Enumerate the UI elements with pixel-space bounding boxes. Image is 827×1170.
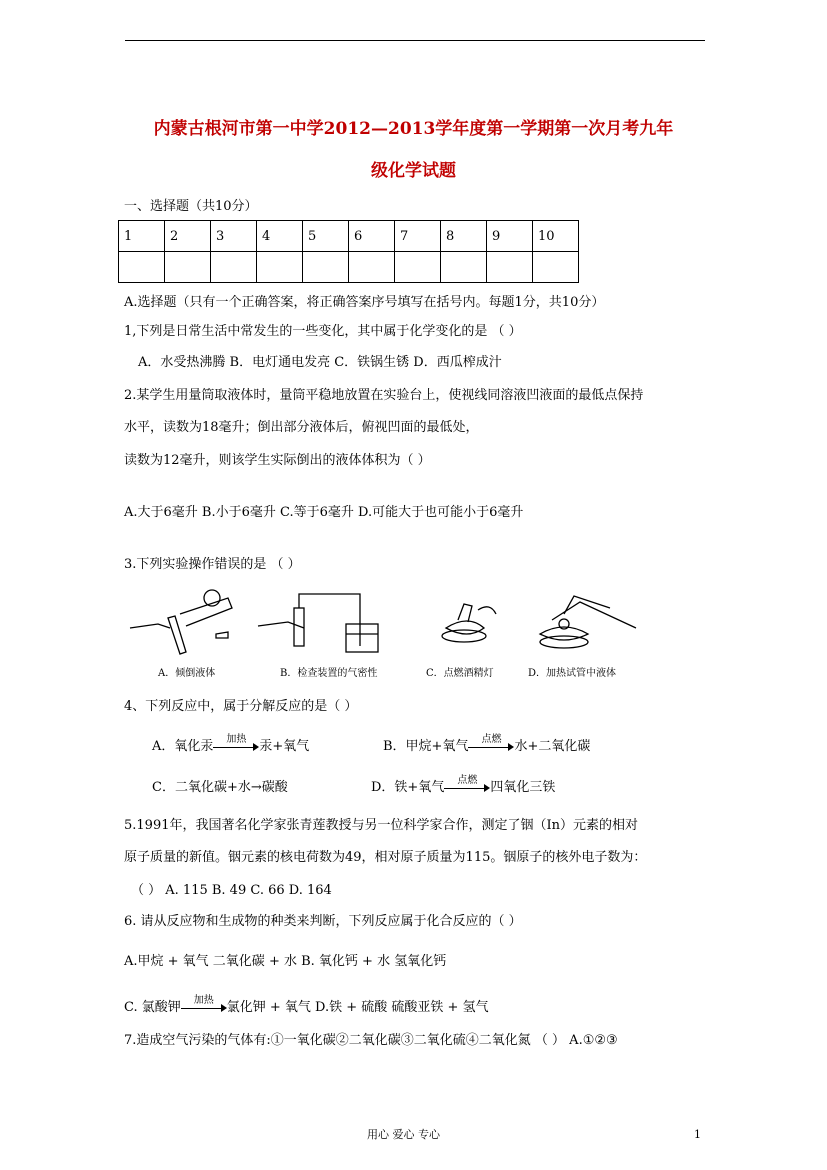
q7-stem: 7.造成空气污染的气体有:①一氧化碳②二氧化碳③二氧化硫④二氧化氮 （ ） A.①②③ bbox=[124, 1033, 618, 1048]
page-number: 1 bbox=[694, 1128, 701, 1141]
q2-line2: 水平，读数为18毫升；倒出部分液体后，俯视凹面的最低处， bbox=[124, 420, 479, 435]
q3-stem: 3.下列实验操作错误的是 （ ） bbox=[124, 557, 301, 572]
caption-b: B．检查装置的气密性 bbox=[280, 668, 378, 679]
grid-header-cell: 2 bbox=[165, 221, 211, 252]
q5-line2: 原子质量的新值。铟元素的核电荷数为49，相对原子质量为115。铟原子的核外电子数为： bbox=[124, 850, 647, 865]
instruction-text: A.选择题（只有一个正确答案，将正确答案序号填写在括号内。每题1分，共10分） bbox=[124, 295, 605, 310]
grid-header-cell: 6 bbox=[349, 221, 395, 252]
reaction-arrow-icon bbox=[444, 774, 490, 795]
q1-stem: 1,下列是日常生活中常发生的一些变化，其中属于化学变化的是 （ ） bbox=[124, 324, 522, 339]
q5-line3: （ ） A. 115 B. 49 C. 66 D. 164 bbox=[131, 883, 332, 898]
page-title-line1: 内蒙古根河市第一中学2012—2013学年度第一学期第一次月考九年 bbox=[153, 119, 674, 139]
q2-line3: 读数为12毫升，则该学生实际倒出的液体体积为（ ） bbox=[124, 453, 431, 468]
reaction-arrow-icon bbox=[213, 733, 259, 754]
answer-cell[interactable] bbox=[441, 252, 487, 283]
reaction-arrow-icon bbox=[181, 994, 227, 1015]
grid-header-cell: 3 bbox=[211, 221, 257, 252]
answer-cell[interactable] bbox=[165, 252, 211, 283]
q6-c-condition: 加热 bbox=[193, 994, 214, 1006]
answer-grid-header-row bbox=[119, 221, 579, 252]
q2-options: A.大于6毫升 B.小于6毫升 C.等于6毫升 D.可能大于也可能小于6毫升 bbox=[124, 505, 524, 520]
grid-header-cell: 9 bbox=[487, 221, 533, 252]
grid-header-cell: 5 bbox=[303, 221, 349, 252]
caption-a: A．倾倒液体 bbox=[158, 668, 216, 679]
grid-header-cell: 10 bbox=[533, 221, 579, 252]
answer-cell[interactable] bbox=[395, 252, 441, 283]
q4-b-reactant: B．甲烷+氧气 bbox=[383, 739, 469, 754]
q4-b-product: 水+二氧化碳 bbox=[514, 739, 591, 754]
page-title-line2: 级化学试题 bbox=[371, 161, 456, 181]
grid-header-cell: 4 bbox=[257, 221, 303, 252]
q4-a-condition: 加热 bbox=[226, 733, 247, 745]
grid-header-cell: 1 bbox=[119, 221, 165, 252]
answer-grid bbox=[118, 220, 579, 283]
q4-stem: 4、下列反应中，属于分解反应的是（ ） bbox=[124, 699, 358, 714]
q4-option-b bbox=[383, 735, 590, 754]
reaction-arrow-icon bbox=[468, 733, 514, 754]
q4-option-a bbox=[152, 735, 309, 754]
q1-options: A．水受热沸腾 B．电灯通电发亮 C．铁锅生锈 D．西瓜榨成汁 bbox=[138, 355, 502, 370]
answer-cell[interactable] bbox=[487, 252, 533, 283]
answer-cell[interactable] bbox=[211, 252, 257, 283]
q6-options-cd bbox=[124, 996, 489, 1015]
answer-cell[interactable] bbox=[257, 252, 303, 283]
header-rule bbox=[125, 40, 705, 41]
q4-option-d bbox=[371, 776, 555, 795]
caption-c: C．点燃酒精灯 bbox=[426, 668, 494, 679]
q6-options-ab: A.甲烷 + 氧气 二氧化碳 + 水 B. 氧化钙 + 水 氢氧化钙 bbox=[124, 954, 447, 969]
q5-line1: 5.1991年，我国著名化学家张青莲教授与另一位科学家合作，测定了铟（In）元素的相对 bbox=[124, 818, 638, 833]
q6-c-product: 氯化钾 + 氧气 D.铁 + 硫酸 硫酸亚铁 + 氢气 bbox=[226, 1000, 489, 1015]
section-heading: 一、选择题（共10分） bbox=[124, 199, 258, 214]
answer-cell[interactable] bbox=[303, 252, 349, 283]
answer-grid-answer-row bbox=[119, 252, 579, 283]
grid-header-cell: 8 bbox=[441, 221, 487, 252]
q4-b-condition: 点燃 bbox=[481, 733, 502, 745]
q6-stem: 6. 请从反应物和生成物的种类来判断，下列反应属于化合反应的（ ） bbox=[124, 914, 522, 929]
q3-figure bbox=[128, 584, 644, 680]
grid-header-cell: 7 bbox=[395, 221, 441, 252]
q4-a-product: 汞+氧气 bbox=[259, 739, 310, 754]
q4-d-condition: 点燃 bbox=[457, 774, 478, 786]
footer-motto: 用心 爱心 专心 bbox=[367, 1128, 440, 1141]
q6-c-reactant: C. 氯酸钾 bbox=[124, 1000, 181, 1015]
q4-d-product: 四氧化三铁 bbox=[490, 780, 556, 795]
q4-d-reactant: D．铁+氧气 bbox=[371, 780, 445, 795]
q2-line1: 2.某学生用量筒取液体时，量筒平稳地放置在实验台上，使视线同溶液凹液面的最低点保持 bbox=[124, 388, 644, 403]
q4-a-reactant: A．氧化汞 bbox=[152, 739, 214, 754]
answer-cell[interactable] bbox=[119, 252, 165, 283]
answer-cell[interactable] bbox=[349, 252, 395, 283]
q4-option-c: C．二氧化碳+水→碳酸 bbox=[152, 780, 288, 795]
answer-cell[interactable] bbox=[533, 252, 579, 283]
caption-d: D．加热试管中液体 bbox=[528, 668, 617, 679]
